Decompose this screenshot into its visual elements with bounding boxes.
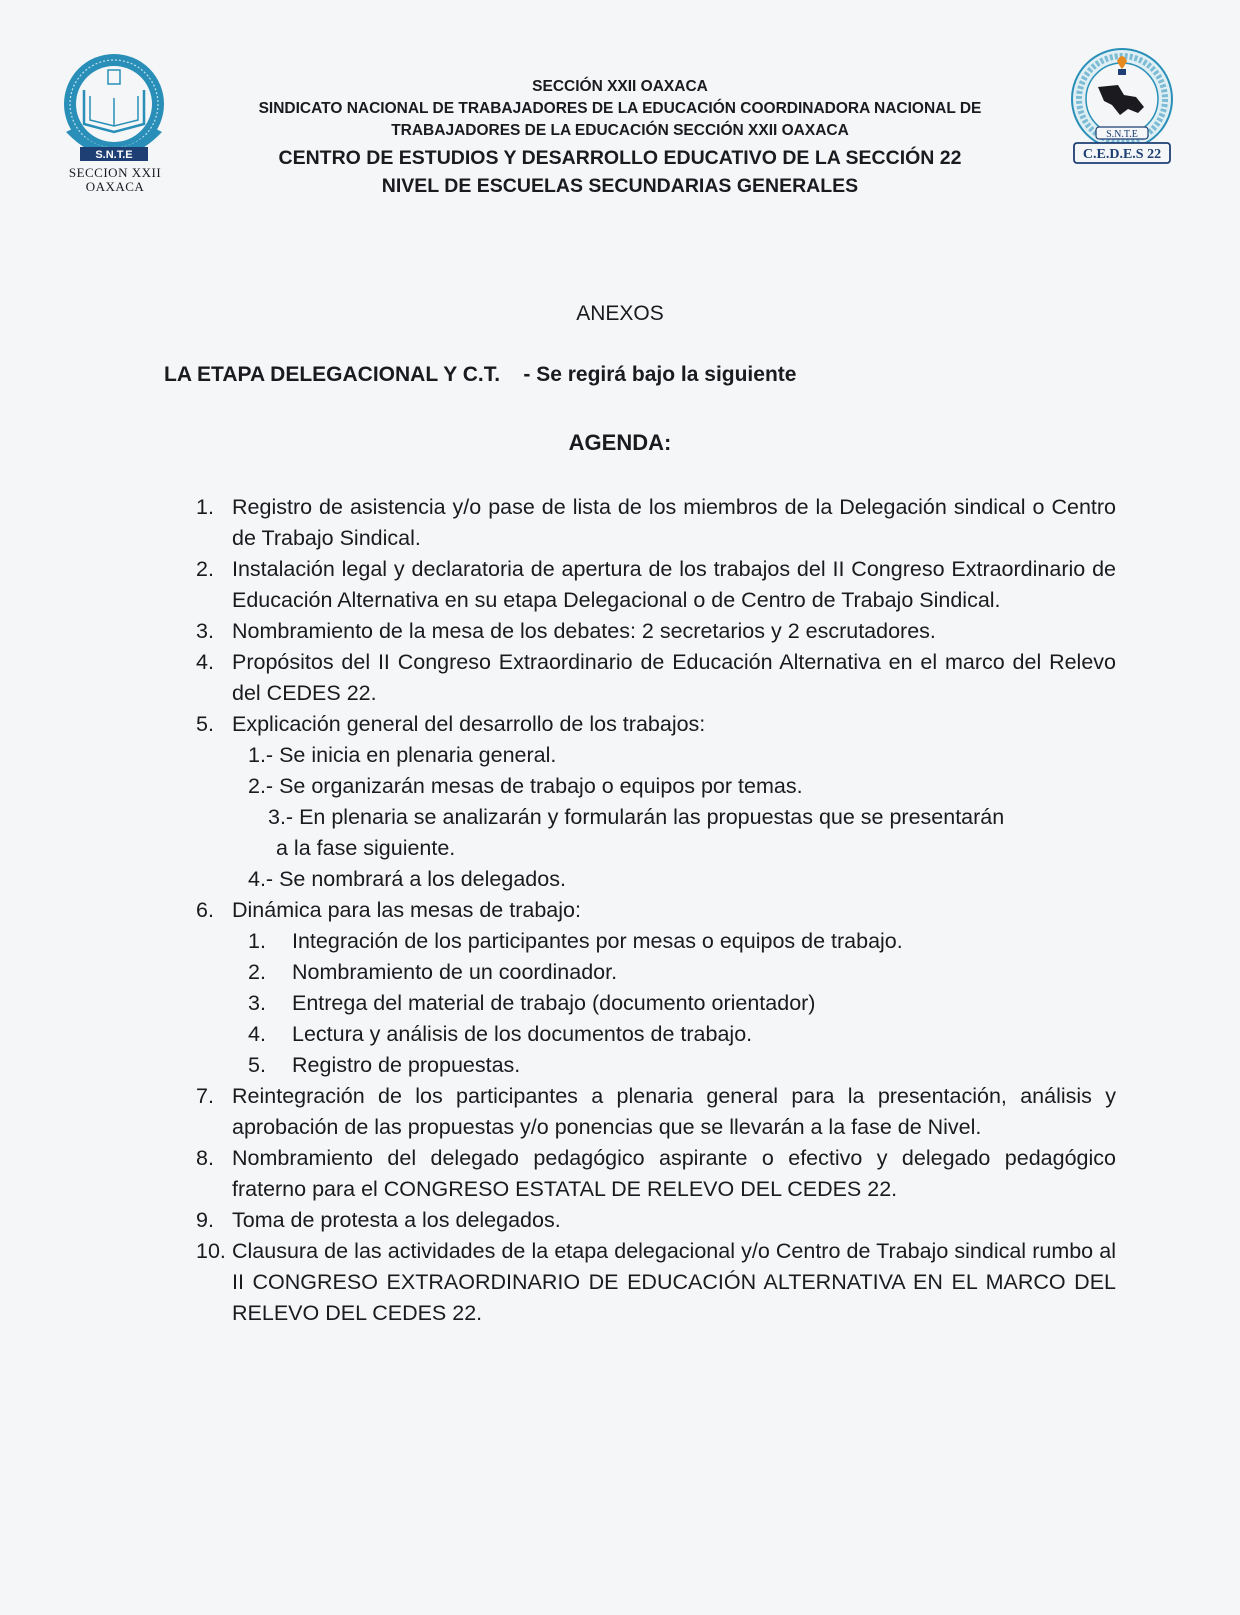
cedes-plate-text: C.E.D.E.S 22 xyxy=(1082,147,1162,162)
list-item xyxy=(196,492,1116,554)
sub-item: 4.- Se nombrará a los delegados. xyxy=(248,867,566,891)
item-number: 6. xyxy=(196,898,214,922)
item-number: 5. xyxy=(196,712,214,736)
item-text: Registro de asistencia y/o pase de lista de los miembros de la Delegación sindical o Centro de Trabajo Sindical. xyxy=(232,495,1116,550)
sub-item: 1.- Se inicia en plenaria general. xyxy=(248,743,557,767)
sub-item-number: 4. xyxy=(248,1022,266,1046)
item-text: Nombramiento de la mesa de los debates: 2 secretarios y 2 escrutadores. xyxy=(232,619,936,643)
list-item xyxy=(196,616,1116,647)
anexos-heading: ANEXOS xyxy=(576,302,664,325)
sub-item-text: Registro de propuestas. xyxy=(292,1053,521,1077)
header-line-2: SINDICATO NACIONAL DE TRABAJADORES DE LA EDUCACIÓN COORDINADORA NACIONAL DE xyxy=(258,100,982,117)
sub-item-number: 5. xyxy=(248,1053,266,1077)
item-text: Propósitos del II Congreso Extraordinario de Educación Alternativa en el marco del Relevo del CEDES 22. xyxy=(232,650,1116,705)
header-line-2b: TRABAJADORES DE LA EDUCACIÓN SECCIÓN XXII OAXACA xyxy=(391,122,849,139)
item-text: Explicación general del desarrollo de los trabajos: xyxy=(232,712,706,736)
sub-item-text: 3.- En plenaria se analizarán y formularán las propuestas que se presentarán xyxy=(268,805,1005,829)
list-item xyxy=(196,1081,1116,1143)
sub-item xyxy=(196,1050,1116,1081)
list-item xyxy=(196,1205,1116,1236)
etapa-heading: LA ETAPA DELEGACIONAL Y C.T. - Se regirá bajo la siguiente xyxy=(164,363,797,386)
item-number: 10. xyxy=(196,1239,226,1263)
item-text: Instalación legal y declaratoria de apertura de los trabajos del II Congreso Extraordinario de Educación Alternativa en su etapa Delegacional o de Centro de Trabajo Sindical. xyxy=(232,557,1116,612)
item-number: 7. xyxy=(196,1084,214,1108)
sub-item-text: Nombramiento de un coordinador. xyxy=(292,960,618,984)
snte-band-text: S.N.T.E xyxy=(95,149,133,161)
list-item xyxy=(196,647,1116,709)
snte-logo-caption xyxy=(50,166,180,194)
item-number: 3. xyxy=(196,619,214,643)
item-text: Reintegración de los participantes a plenaria general para la presentación, análisis y aprobación de las propuestas y/o ponencias que se llevarán a la fase de Nivel. xyxy=(232,1084,1116,1139)
sub-item: 2.- Se organizarán mesas de trabajo o equipos por temas. xyxy=(248,774,803,798)
sub-item-number: 2. xyxy=(248,960,266,984)
sub-item-text: Entrega del material de trabajo (documento orientador) xyxy=(292,991,816,1015)
sub-item-number: 3. xyxy=(248,991,266,1015)
item-text: Dinámica para las mesas de trabajo: xyxy=(232,898,581,922)
list-item xyxy=(196,1143,1116,1205)
sub-item-text: Integración de los participantes por mesas o equipos de trabajo. xyxy=(292,929,903,953)
item-text: Clausura de las actividades de la etapa delegacional y/o Centro de Trabajo sindical rumbo al II CONGRESO EXTRAORDINARIO DE EDUCACIÓN ALTERNATIVA EN EL MARCO DEL RELEVO DEL CEDES 22. xyxy=(232,1239,1116,1325)
item-number: 8. xyxy=(196,1146,214,1170)
list-item xyxy=(196,554,1116,616)
list-item xyxy=(196,895,1116,926)
item-text: Nombramiento del delegado pedagógico aspirante o efectivo y delegado pedagógico fraterno para el CONGRESO ESTATAL DE RELEVO DEL CEDES 22. xyxy=(232,1146,1116,1201)
header-line-1: SECCIÓN XXII OAXACA xyxy=(532,78,708,95)
sub-item-continuation: a la fase siguiente. xyxy=(276,836,456,860)
sub-item xyxy=(196,957,1116,988)
agenda-list xyxy=(196,492,1116,1329)
list-item xyxy=(196,709,1116,740)
item-number: 4. xyxy=(196,650,214,674)
sub-item xyxy=(196,926,1116,957)
sub-item xyxy=(196,988,1116,1019)
sub-item xyxy=(196,1019,1116,1050)
document-header xyxy=(180,76,1060,200)
list-item xyxy=(196,1236,1116,1329)
sub-item xyxy=(196,802,1116,864)
header-line-3: CENTRO DE ESTUDIOS Y DESARROLLO EDUCATIVO DE LA SECCIÓN 22 xyxy=(278,147,962,169)
item-number: 9. xyxy=(196,1208,214,1232)
item-text: Toma de protesta a los delegados. xyxy=(232,1208,561,1232)
logo-caption-line1: SECCION XXII xyxy=(68,165,162,180)
header-line-4: NIVEL DE ESCUELAS SECUNDARIAS GENERALES xyxy=(381,175,859,197)
cedes-band-text: S.N.T.E xyxy=(1106,129,1138,140)
sub-item-text: Lectura y análisis de los documentos de trabajo. xyxy=(292,1022,753,1046)
cedes-logo xyxy=(1062,47,1182,177)
item-number: 2. xyxy=(196,557,214,581)
agenda-title: AGENDA: xyxy=(568,430,672,455)
sub-item-number: 1. xyxy=(248,929,266,953)
item-number: 1. xyxy=(196,495,214,519)
logo-caption-line2: OAXACA xyxy=(85,179,145,194)
